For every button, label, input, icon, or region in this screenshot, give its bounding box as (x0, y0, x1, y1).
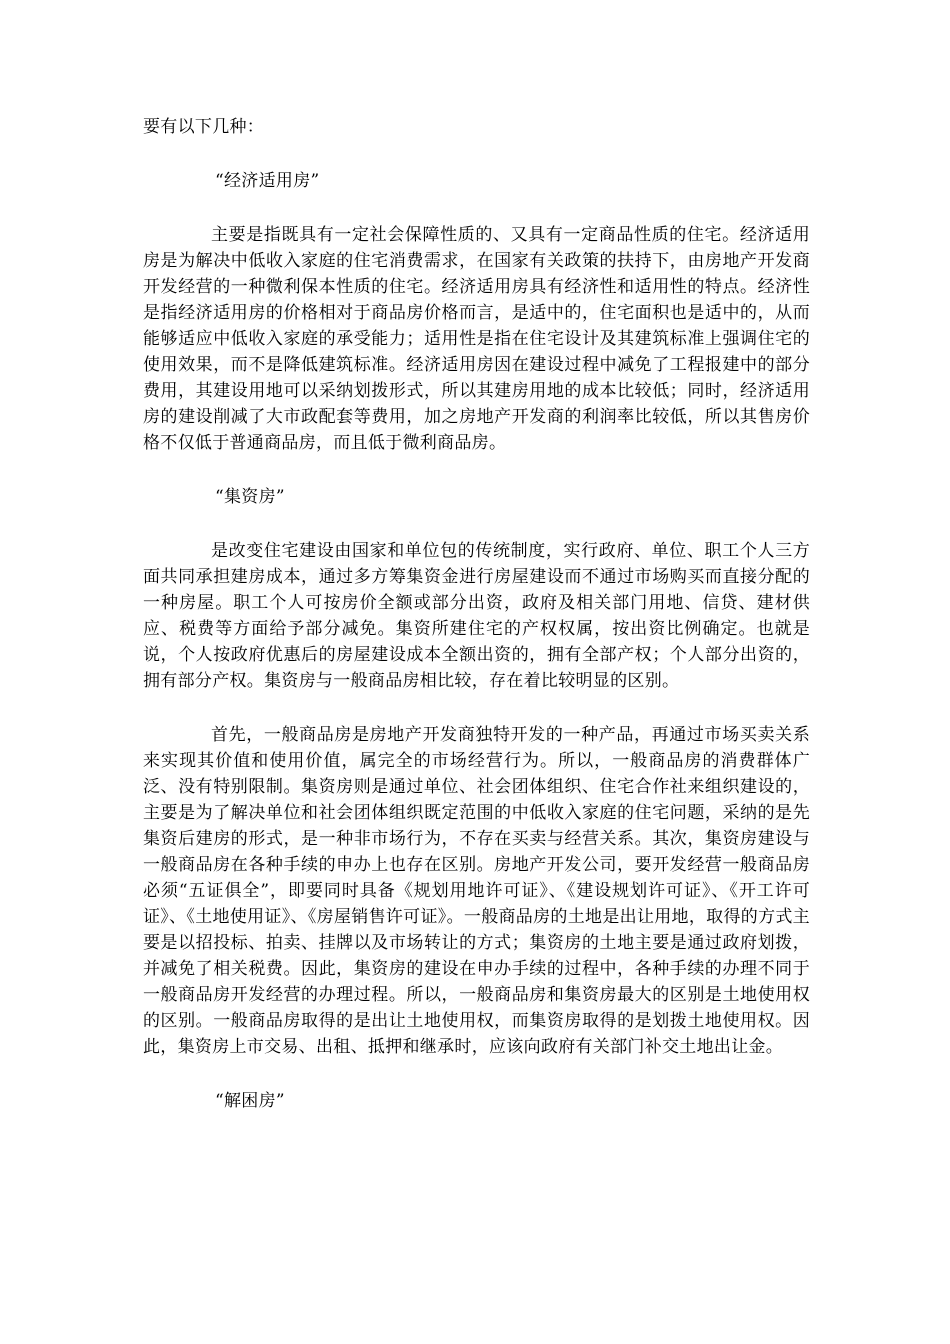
spacer (143, 456, 810, 484)
spacer (143, 510, 810, 538)
spacer (143, 194, 810, 222)
document-body (143, 114, 810, 1114)
section-title-relief-housing: “解困房” (215, 1091, 285, 1111)
section-title-economic-housing: “经济适用房” (215, 171, 320, 191)
paragraph-pooled-fund-housing-2: 首先，一般商品房是房地产开发商独特开发的一种产品，再通过市场买卖关系来实现其价值和使用价值，属完全的市场经营行为。所以，一般商品房的消费群体广泛、没有特别限制。集资房则是通过单位、社会团体组织、住宅合作社来组织建设的，主要是为了解决单位和社会团体组织既定范围的中低收入家庭的住宅问题，采纳的是先集资后建房的形式，是一种非市场行为，不存在买卖与经营关系。其次，集资房建设与一般商品房在各种手续的申办上也存在区别。房地产开发公司，要开发经营一般商品房必须“五证俱全”，即要同时具备《规划用地许可证》、《建设规划许可证》、《开工许可证》、《土地使用证》、《房屋销售许可证》。一般商品房的土地是出让用地，取得的方式主要是以招投标、拍卖、挂牌以及市场转让的方式；集资房的土地主要是通过政府划拨，并减免了相关税费。因此，集资房的建设在申办手续的过程中，各种手续的办理不同于一般商品房开发经营的办理过程。所以，一般商品房和集资房最大的区别是土地使用权的区别。一般商品房取得的是出让土地使用权，而集资房取得的是划拨土地使用权。因此，集资房上市交易、出租、抵押和继承时，应该向政府有关部门补交土地出让金。 (143, 725, 810, 1057)
spacer (143, 140, 810, 168)
paragraph-economic-housing: 主要是指既具有一定社会保障性质的、又具有一定商品性质的住宅。经济适用房是为解决中低收入家庭的住宅消费需求，在国家有关政策的扶持下，由房地产开发商开发经营的一种微利保本性质的住宅。经济适用房具有经济性和适用性的特点。经济性是指经济适用房的价格相对于商品房价格而言，是适中的，住宅面积也是适中的，从而能够适应中低收入家庭的承受能力；适用性是指在住宅设计及其建筑标准上强调住宅的使用效果，而不是降低建筑标准。经济适用房因在建设过程中减免了工程报建中的部分费用，其建设用地可以采纳划拨形式，所以其建房用地的成本比较低；同时，经济适用房的建设削减了大市政配套等费用，加之房地产开发商的利润率比较低，所以其售房价格不仅低于普通商品房，而且低于微利商品房。 (143, 225, 810, 453)
lead-line: 要有以下几种： (143, 117, 265, 137)
section-title-pooled-fund-housing: “集资房” (215, 487, 285, 507)
paragraph-pooled-fund-housing-1: 是改变住宅建设由国家和单位包的传统制度，实行政府、单位、职工个人三方面共同承担建房成本，通过多方筹集资金进行房屋建设而不通过市场购买而直接分配的一种房屋。职工个人可按房价全额或部分出资，政府及相关部门用地、信贷、建材供应、税费等方面给予部分减免。集资所建住宅的产权权属，按出资比例确定。也就是说，个人按政府优惠后的房屋建设成本全额出资的，拥有全部产权；个人部分出资的，拥有部分产权。集资房与一般商品房相比较，存在着比较明显的区别。 (143, 541, 810, 691)
spacer (143, 1060, 810, 1088)
spacer (143, 694, 810, 722)
